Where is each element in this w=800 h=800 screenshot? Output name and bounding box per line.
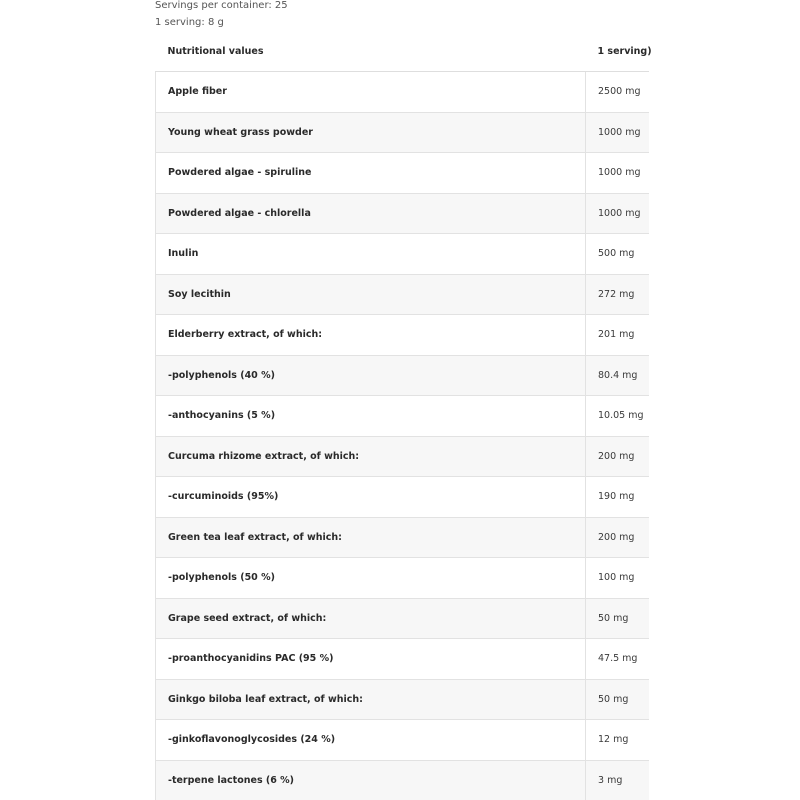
ingredient-amount: 1000 mg: [586, 153, 649, 194]
ingredient-name: Young wheat grass powder: [156, 112, 586, 153]
ingredient-amount: 10.05 mg: [586, 396, 649, 437]
ingredient-amount: 200 mg: [586, 517, 649, 558]
table-header-row: [156, 31, 649, 72]
column-header-nutritional-values: Nutritional values: [156, 31, 586, 72]
table-row: [156, 193, 649, 234]
ingredient-amount: 201 mg: [586, 315, 649, 356]
ingredient-amount: 272 mg: [586, 274, 649, 315]
table-row: [156, 679, 649, 720]
ingredient-name: -anthocyanins (5 %): [156, 396, 586, 437]
ingredient-name: -polyphenols (40 %): [156, 355, 586, 396]
table-row: [156, 112, 649, 153]
table-row: [156, 315, 649, 356]
table-row: [156, 760, 649, 800]
ingredient-name: Curcuma rhizome extract, of which:: [156, 436, 586, 477]
table-row: [156, 153, 649, 194]
ingredient-name: Soy lecithin: [156, 274, 586, 315]
table-row: [156, 517, 649, 558]
ingredient-name: -ginkoflavonoglycosides (24 %): [156, 720, 586, 761]
ingredient-amount: 500 mg: [586, 234, 649, 275]
ingredient-name: Powdered algae - spiruline: [156, 153, 586, 194]
table-row: [156, 639, 649, 680]
table-row: [156, 598, 649, 639]
column-header-serving: 1 serving): [586, 31, 649, 72]
ingredient-amount: 200 mg: [586, 436, 649, 477]
servings-per-container: Servings per container: 25: [155, 0, 288, 11]
ingredient-name: -proanthocyanidins PAC (95 %): [156, 639, 586, 680]
nutrition-table: [155, 31, 652, 800]
table-row: [156, 355, 649, 396]
table-row: [156, 720, 649, 761]
table-row: [156, 274, 649, 315]
ingredient-name: -terpene lactones (6 %): [156, 760, 586, 800]
ingredient-amount: 3 mg: [586, 760, 649, 800]
serving-size: 1 serving: 8 g: [155, 17, 224, 28]
ingredient-amount: 1000 mg: [586, 193, 649, 234]
ingredient-name: Green tea leaf extract, of which:: [156, 517, 586, 558]
ingredient-name: Elderberry extract, of which:: [156, 315, 586, 356]
ingredient-name: Powdered algae - chlorella: [156, 193, 586, 234]
ingredient-name: Apple fiber: [156, 72, 586, 113]
ingredient-name: Ginkgo biloba leaf extract, of which:: [156, 679, 586, 720]
ingredient-name: -polyphenols (50 %): [156, 558, 586, 599]
ingredient-amount: 12 mg: [586, 720, 649, 761]
ingredient-name: -curcuminoids (95%): [156, 477, 586, 518]
ingredient-name: Inulin: [156, 234, 586, 275]
table-row: [156, 72, 649, 113]
ingredient-amount: 50 mg: [586, 598, 649, 639]
ingredient-amount: 80.4 mg: [586, 355, 649, 396]
table-row: [156, 477, 649, 518]
table-row: [156, 234, 649, 275]
ingredient-amount: 1000 mg: [586, 112, 649, 153]
table-row: [156, 558, 649, 599]
ingredient-amount: 2500 mg: [586, 72, 649, 113]
ingredient-amount: 100 mg: [586, 558, 649, 599]
ingredient-amount: 47.5 mg: [586, 639, 649, 680]
table-row: [156, 436, 649, 477]
ingredient-name: Grape seed extract, of which:: [156, 598, 586, 639]
ingredient-amount: 190 mg: [586, 477, 649, 518]
table-row: [156, 396, 649, 437]
ingredient-amount: 50 mg: [586, 679, 649, 720]
